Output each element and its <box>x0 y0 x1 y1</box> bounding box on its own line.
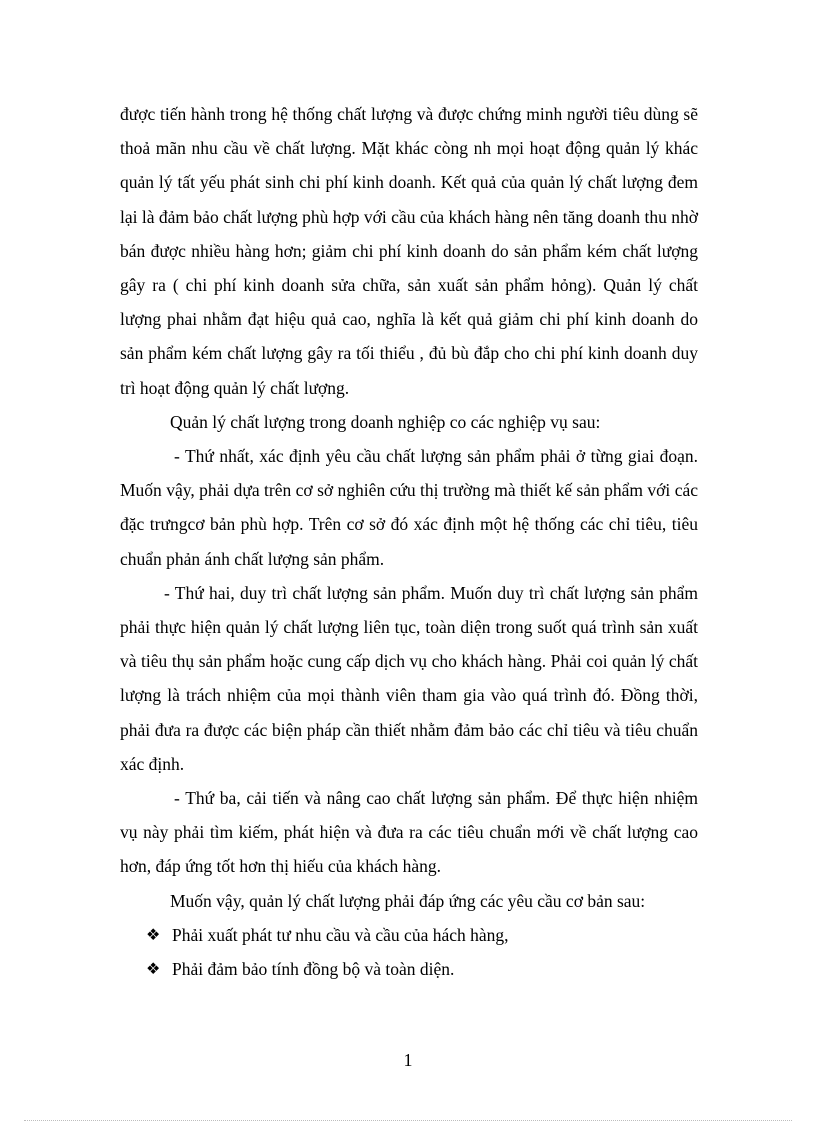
paragraph: - Thứ hai, duy trì chất lượng sản phẩm. Muốn duy trì chất lượng sản phẩm phải thực hiện quản lý chất lượng liên tục, toàn diện trong suốt quá trình sản xuất và tiêu thụ sản phẩm hoặc cung cấp dịch vụ cho khách hàng. Phải coi quản lý chất lượng là trách nhiệm của mọi thành viên tham gia vào quá trình đó. Đồng thời, phải đưa ra được các biện pháp cần thiết nhằm đảm bảo các chỉ tiêu và tiêu chuẩn xác định. <box>120 582 698 774</box>
list-item-text: Phải đảm bảo tính đồng bộ và toàn diện. <box>172 959 455 980</box>
list-item <box>146 952 698 986</box>
diamond-bullet-icon: ❖ <box>146 924 161 944</box>
bullet-list <box>120 918 698 986</box>
diamond-bullet-icon: ❖ <box>146 959 161 979</box>
list-item <box>146 918 698 952</box>
paragraph: - Thứ ba, cải tiến và nâng cao chất lượng sản phẩm. Để thực hiện nhiệm vụ này phải tìm kiếm, phát hiện và đưa ra các tiêu chuẩn mới về chất lượng cao hơn, đáp ứng tốt hơn thị hiếu của khách hàng. <box>120 788 698 877</box>
paragraph: - Thứ nhất, xác định yêu cầu chất lượng sản phẩm phải ở từng giai đoạn. Muốn vậy, phải dựa trên cơ sở nghiên cứu thị trường mà thiết kế sản phẩm với các đặc trưngcơ bản phù hợp. Trên cơ sở đó xác định một hệ thống các chỉ tiêu, tiêu chuẩn phản ánh chất lượng sản phẩm. <box>120 446 698 569</box>
page-bottom-divider <box>24 1120 792 1121</box>
paragraph: Muốn vậy, quản lý chất lượng phải đáp ứng các yêu cầu cơ bản sau: <box>170 890 646 911</box>
list-item-text: Phải xuất phát tư nhu cầu và cầu của hách hàng, <box>172 924 509 945</box>
paragraph: Quản lý chất lượng trong doanh nghiệp co các nghiệp vụ sau: <box>170 411 601 432</box>
body-text <box>120 97 698 986</box>
page-number: 1 <box>403 1050 413 1070</box>
paragraph: được tiến hành trong hệ thống chất lượng và được chứng minh người tiêu dùng sẽ thoả mãn nhu cầu về chất lượng. Mặt khác còng nh mọi hoạt động quản lý khác quản lý tất yếu phát sinh chi phí kinh doanh. Kết quả của quản lý chất lượng đem lại là đảm bảo chất lượng phù hợp với cầu của khách hàng nên tăng doanh thu nhờ bán được nhiều hàng hơn; giảm chi phí kinh doanh do sản phẩm kém chất lượng gây ra ( chi phí kinh doanh sửa chữa, sản xuất sản phẩm hỏng). Quản lý chất lượng phai nhằm đạt hiệu quả cao, nghĩa là kết quả giảm chi phí kinh doanh do sản phẩm kém chất lượng gây ra tối thiểu , đủ bù đắp cho chi phí kinh doanh duy trì hoạt động quản lý chất lượng. <box>120 104 698 398</box>
